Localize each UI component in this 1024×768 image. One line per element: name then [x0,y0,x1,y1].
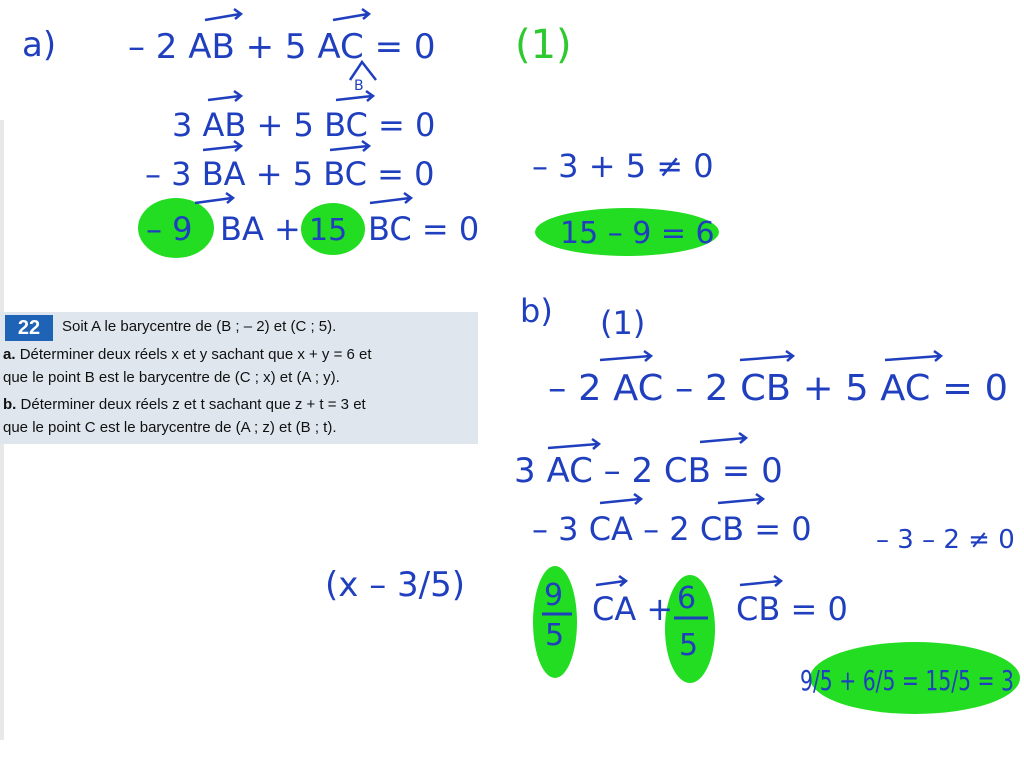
exercise-part-b-line2: que le point C est le barycentre de (A ; z) et (B ; t). [3,419,337,436]
b-coef1-numerator: 9 [544,578,564,613]
b-coef2-denominator: 5 [679,628,699,663]
a-equation-4-end: BC = 0 [368,210,480,248]
b-equation-1: – 2 AC – 2 CB + 5 AC = 0 [548,368,1008,409]
b-equation-2: 3 AC – 2 CB = 0 [514,451,783,491]
b-equation-tag: (1) [600,304,646,342]
a-coef-15: 15 [309,213,348,248]
a-insert-letter: B [354,78,364,94]
b-coefficient-sum: 9/5 + 6/5 = 15/5 = 3 [800,664,1014,697]
a-coef-minus9: – 9 [146,210,193,248]
a-coefficient-check: – 3 + 5 ≠ 0 [532,147,714,185]
a-coefficient-sum: 15 – 9 = 6 [560,216,715,251]
part-b-text1: Déterminer deux réels z et t sachant que z + t = 3 et [20,396,366,413]
part-b-label: b. [3,396,17,413]
exercise-intro: Soit A le barycentre de (B ; – 2) et (C ; 5). [62,318,337,335]
exercise-part-a-line2: que le point B est le barycentre de (C ; x) et (A ; y). [3,369,340,386]
part-a-label: a) [22,25,57,65]
b-equation-3: – 3 CA – 2 CB = 0 [532,510,812,548]
a-equation-tag: (1) [515,22,572,68]
b-equation-4-mid: CA + [592,590,674,628]
b-equation-4-end: CB = 0 [736,590,848,628]
a-equation-4-mid: BA + [220,210,301,248]
a-equation-2: 3 AB + 5 BC = 0 [172,106,436,144]
part-a-label: a. [3,346,16,363]
part-b-label: b) [520,292,553,330]
a-equation-3: – 3 BA + 5 BC = 0 [145,155,435,193]
b-coef2-numerator: 6 [677,581,697,616]
exercise-number-badge: 22 [5,315,53,341]
b-coefficient-check: – 3 – 2 ≠ 0 [876,525,1015,555]
vector-arrows [195,9,941,586]
scratch-expression: (x – 3/5) [325,565,465,605]
a-equation-1: – 2 AB + 5 AC = 0 [128,27,436,67]
part-a-text1: Déterminer deux réels x et y sachant que x + y = 6 et [19,346,372,363]
b-coef1-denominator: 5 [545,618,565,653]
